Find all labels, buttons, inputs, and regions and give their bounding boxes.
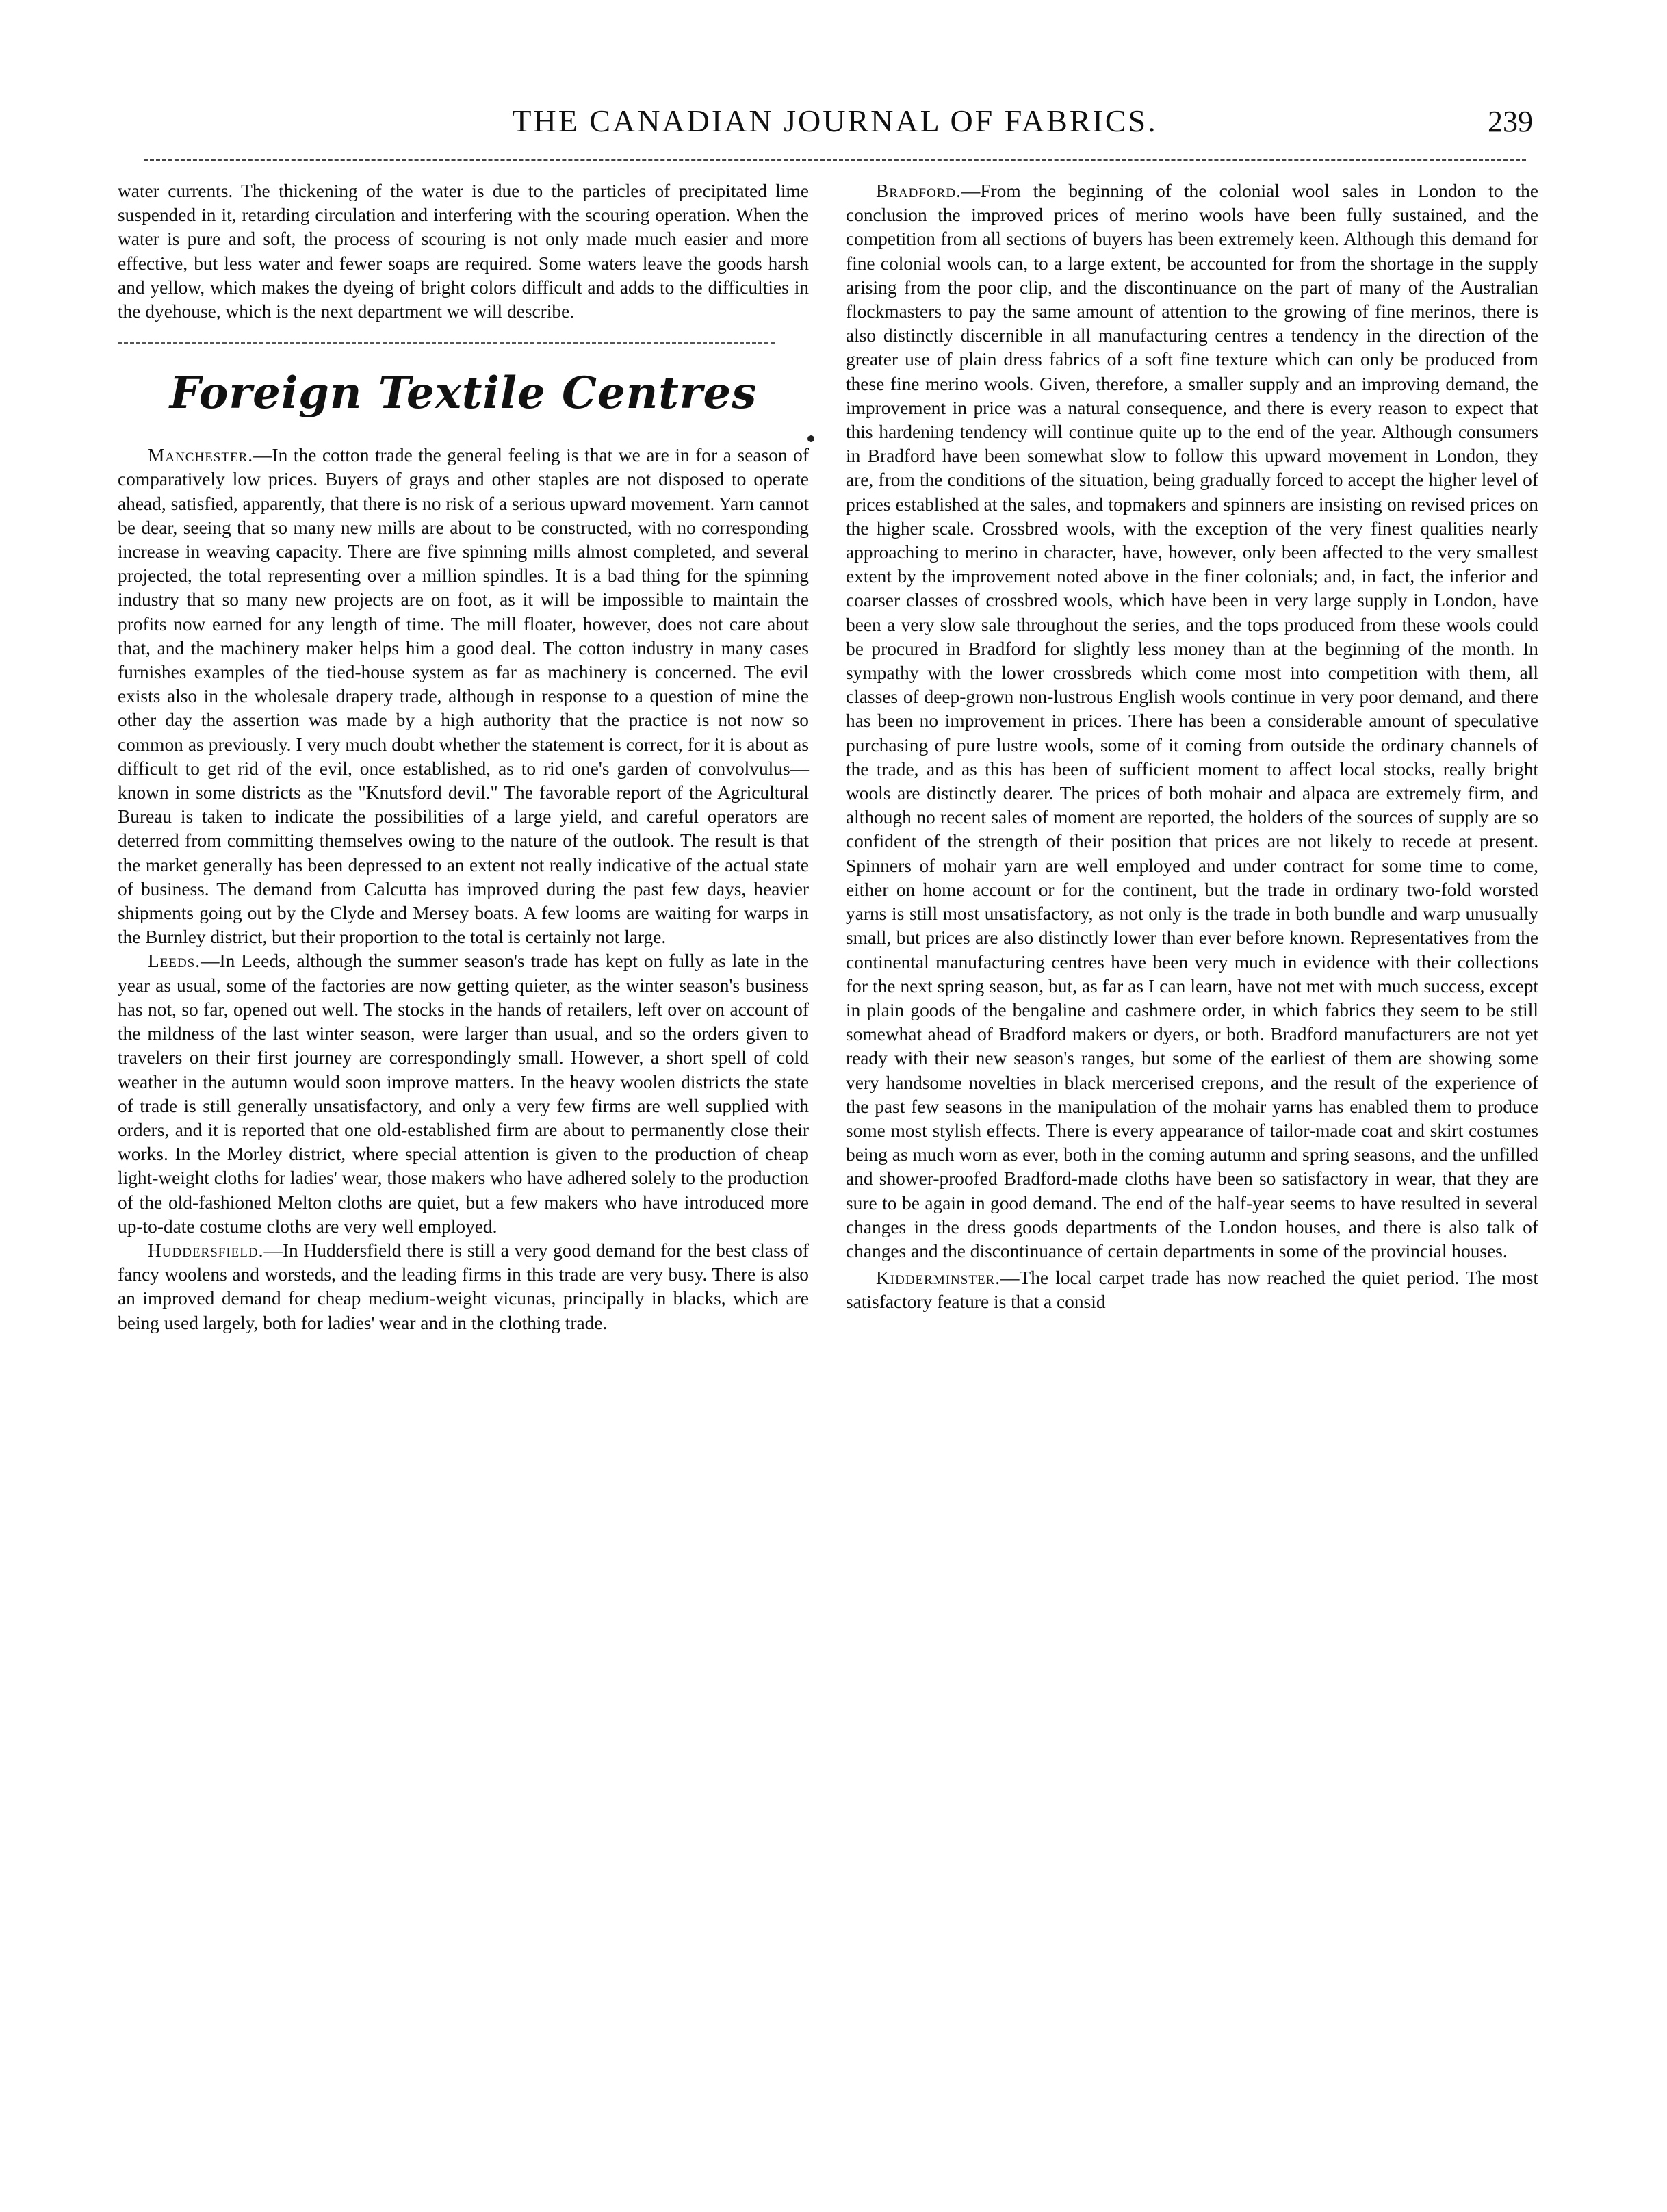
- paragraph-kidderminster: [846, 1266, 1538, 1314]
- place-label-kidderminster: Kidderminster.: [876, 1268, 1001, 1289]
- manchester-text: —In the cotton trade the general feeling is that we are in for a season of comparatively low prices. Buyers of grays and other staples are not disposed to operate ahead, satisfied, apparently, that there is no risk of a serious upward movement. Yarn cannot be dear, seeing that so many new mills are about to be constructed, with no corresponding increase in weaving capacity. There are five spinning mills almost completed, and several projected, the total representing over a million spindles. It is a bad thing for the spinning industry that so many new projects are on foot, as it will be impossible to maintain the profits now earned for any length of time. The mill floater, however, does not care about that, and the machinery maker helps him a good deal. The cotton industry in many cases furnishes examples of the tied-house system as far as machinery is concerned. The evil exists also in the wholesale drapery trade, although in response to a question of mine the other day the assertion was made by a high authority that the practice is not now so common as previously. I very much doubt whether the statement is correct, for it is about as difficult to get rid of the evil, once established, as to rid one's garden of convolvulus—known in some districts as the "Knutsford devil." The favorable report of the Agricultural Bureau is taken to indicate the possibilities of a large yield, and careful operators are deterred from committing themselves owing to the nature of the outlook. The result is that the market generally has been depressed to an extent not really indicative of the actual state of business. The demand from Calcutta has improved during the past few days, heavier shipments going out by the Clyde and Mersey boats. A few looms are waiting for warps in the Burnley district, but their proportion to the total is certainly not large.: [118, 445, 809, 948]
- paragraph-bradford: [846, 179, 1538, 1263]
- journal-title: THE CANADIAN JOURNAL OF FABRICS.: [512, 103, 1158, 138]
- intro-paragraph: water currents. The thickening of the water is due to the particles of precipitated lime suspended in it, retarding circulation and interfering with the scouring operation. When the water is pure and soft, the process of scouring is not only made much easier and more effective, but less water and fewer soaps are required. Some waters leave the goods harsh and yellow, which makes the dyeing of bright colors difficult and adds to the difficulties in the dyehouse, which is the next department we will describe.: [118, 181, 809, 322]
- paragraph-manchester: [118, 443, 809, 949]
- place-label-huddersfield: Huddersfield.: [148, 1239, 264, 1261]
- running-head: [137, 103, 1533, 151]
- paragraph-huddersfield: [118, 1239, 809, 1335]
- right-column: [846, 179, 1538, 1315]
- place-label-bradford: Bradford.: [876, 181, 961, 201]
- place-label-leeds: Leeds.: [148, 951, 201, 972]
- kidderminster-text: —The local carpet trade has now reached the quiet period. The most satisfactory feature is that a consid: [846, 1268, 1538, 1313]
- section-divider: [118, 342, 775, 344]
- paragraph-leeds: [118, 949, 809, 1238]
- bradford-text: —From the beginning of the colonial wool sales in London to the conclusion the improved prices of merino wools have been fully sustained, and the competition from all sections of buyers has been extremely keen. Although this demand for fine colonial wools can, to a large extent, be accounted for from the shortage in the supply arising from the poor clip, and the discontinuance on the part of many of the Australian flockmasters to pay the same amount of attention to the growing of fine merinos, there is also distinctly discernible in all manufacturing centres a tendency in the direction of the greater use of plain dress fabrics of a soft fine texture which can only be produced from these fine merino wools. Given, therefore, a smaller supply and an improving demand, the improvement in price was a natural consequence, and there is every reason to expect that this hardening tendency will continue quite up to the end of the year. Although consumers in Bradford have been somewhat slow to follow this upward movement in London, they are, from the conditions of the situation, being gradually forced to accept the higher level of prices established at the sales, and topmakers and spinners are insisting on revised prices on the higher scale. Crossbred wools, with the exception of the very finest qualities nearly approaching to merino in character, have, however, only been affected to the very smallest extent by the improvement noted above in the finer colonials; and, in fact, the inferior and coarser classes of crossbred wools, which have been in very large supply in London, have been a very slow sale throughout the series, and the tops produced from these wools could be procured in Bradford for slightly less money than at the beginning of the month. In sympathy with the lower crossbreds which come most into competition with them, all classes of deep-grown non-lustrous English wools continue in very poor demand, and there has been no improvement in prices. There has been a considerable amount of speculative purchasing of pure lustre wools, some of it coming from outside the ordinary channels of the trade, and as this has been of sufficient moment to affect local stocks, really bright wools are distinctly dearer. The prices of both mohair and alpaca are extremely firm, and although no recent sales of moment are reported, the holders of the sources of supply are so confident of the strength of their position that prices are not likely to recede at present. Spinners of mohair yarn are well employed and under contract for some time to come, either on home account or for the continent, but the trade in ordinary two-fold worsted yarns is still most unsatisfactory, as not only is the trade in both bundle and warp unusually small, but prices are also distinctly lower than ever before known. Representatives from the continental manufacturing centres have been very much in evidence with their collections for the next spring season, but, as far as I can learn, have not met with much success, except in plain goods of the bengaline and cashmere order, in which fabrics they seem to be still somewhat ahead of Bradford makers or dyers, or both. Bradford manufacturers are not yet ready with their new season's ranges, but some of the earliest of them are showing some very handsome novelties in black mercerised crepons, and the result of the experience of the past few seasons in the manipulation of the mohair yarns has enabled them to produce some most stylish effects. There is every appearance of tailor-made coat and skirt costumes being as much worn as ever, both in the coming autumn and spring seasons, and the unfilled and shower-proofed Bradford-made cloths have been so satisfactory in wear, that they are sure to be again in good demand. The end of the half-year seems to have resulted in several changes in the dress goods departments of the London houses, and there is also talk of changes and the discontinuance of certain departments in some of the provincial houses.: [846, 181, 1538, 1261]
- leeds-text: —In Leeds, although the summer season's trade has kept on fully as late in the year as usual, some of the factories are now getting quieter, as the winter season's business has not, so far, opened out well. The stocks in the hands of retailers, left over on account of the mildness of the last winter season, were larger than usual, and so the orders given to travelers on their first journey are correspondingly small. However, a short spell of cold weather in the autumn would soon improve matters. In the heavy woolen districts the state of trade is still generally unsatisfactory, and only a very few firms are well supplied with orders, and it is reported that one old-established firm are about to permanently close their works. In the Morley district, where special attention is given to the production of cheap light-weight cloths for ladies' wear, those makers who have adhered solely to the production of the old-fashioned Melton cloths are quiet, but a few makers who have introduced more up-to-date costume cloths are very well employed.: [118, 951, 809, 1237]
- page-number: 239: [1488, 105, 1533, 138]
- place-label-manchester: Manchester.: [148, 445, 254, 466]
- left-column: [118, 179, 809, 1335]
- huddersfield-text: —In Huddersfield there is still a very good demand for the best class of fancy woolens and worsteds, and the leading firms in this trade are very busy. There is also an improved demand for cheap medium-weight vicunas, principally in blacks, which are being used largely, both for ladies' wear and in the clothing trade.: [118, 1239, 809, 1333]
- section-title: Foreign Textile Centres: [169, 368, 758, 420]
- header-rule: [144, 159, 1526, 161]
